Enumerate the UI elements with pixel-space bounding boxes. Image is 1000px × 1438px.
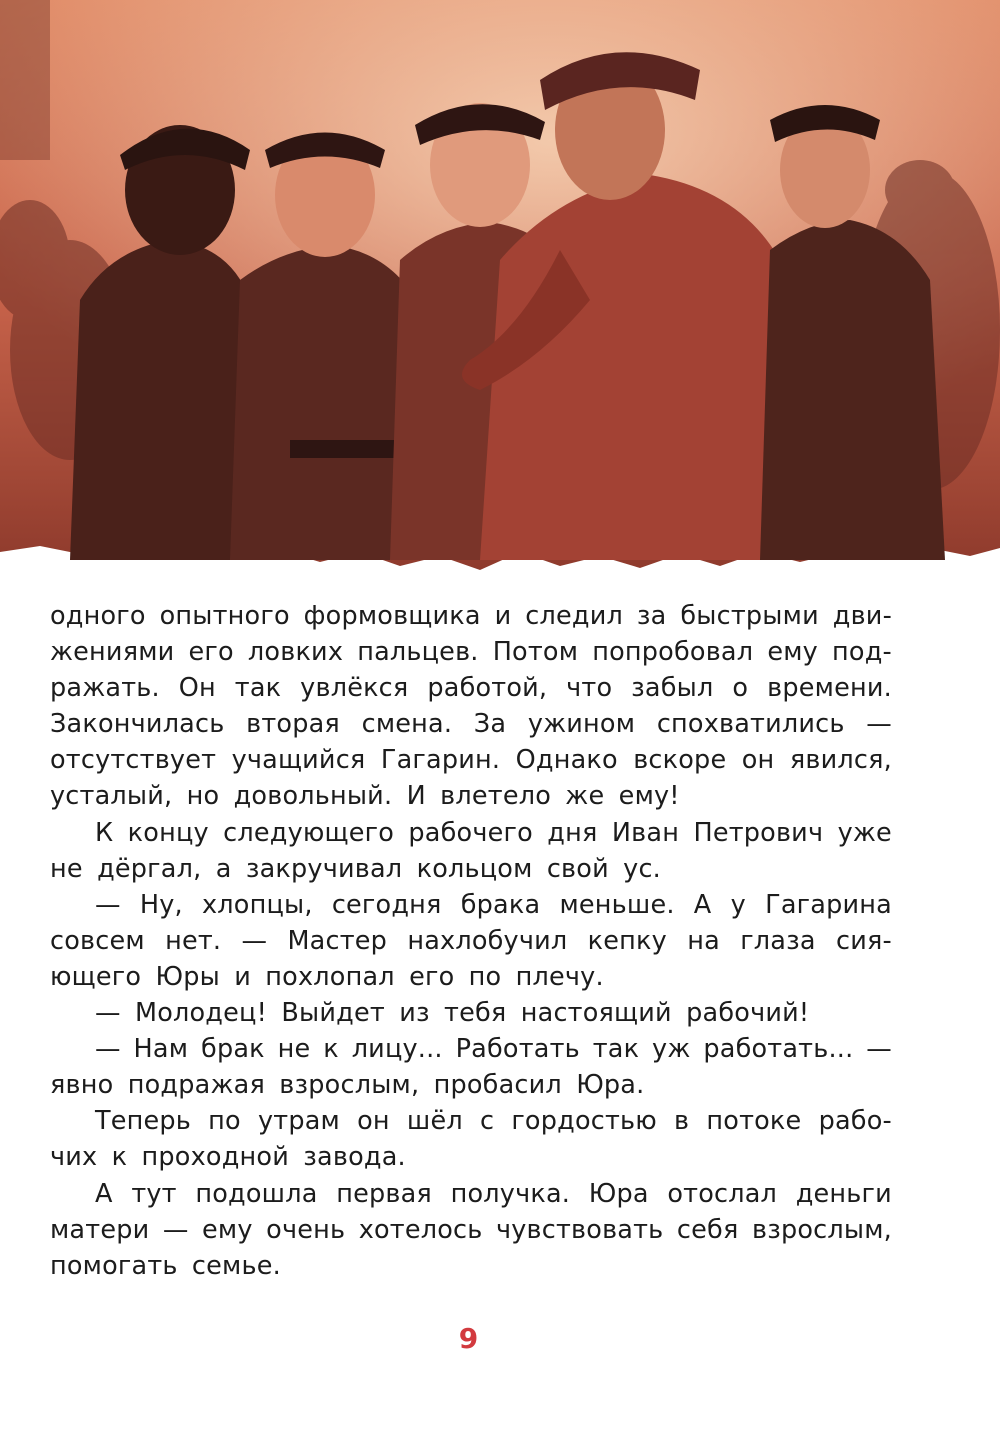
- word: Петрович: [693, 817, 824, 848]
- word: Мастер: [287, 925, 388, 956]
- word: смена.: [361, 709, 453, 740]
- word: попробовал: [592, 637, 754, 668]
- word: нахлобучил: [407, 925, 568, 956]
- word: его: [188, 637, 234, 668]
- word: За: [473, 709, 507, 740]
- word: уж: [652, 1034, 691, 1065]
- word: Теперь: [95, 1106, 192, 1137]
- word: ему: [767, 637, 818, 668]
- word: ему: [202, 1214, 253, 1245]
- word: А: [95, 1178, 113, 1209]
- word: тут: [131, 1178, 177, 1209]
- word: матери: [50, 1214, 150, 1245]
- word: Гагарин.: [380, 745, 501, 776]
- word: подошла: [195, 1178, 318, 1209]
- word: —: [866, 1034, 892, 1065]
- word: в: [674, 1106, 690, 1137]
- text-line: [50, 1176, 892, 1212]
- word: жениями: [50, 637, 175, 668]
- word: отсутствует: [50, 745, 217, 776]
- word: сия-: [835, 925, 892, 956]
- word: на: [687, 925, 720, 956]
- word: себя: [676, 1214, 739, 1245]
- word: так: [592, 1034, 640, 1065]
- word: взрослым,: [751, 1214, 892, 1245]
- word: очень: [266, 1214, 346, 1245]
- word: забыл: [631, 673, 714, 704]
- word: шёл: [406, 1106, 463, 1137]
- word: брак: [201, 1034, 265, 1065]
- word: К: [95, 817, 114, 848]
- word: к: [323, 1034, 339, 1065]
- word: работать...: [703, 1034, 854, 1065]
- story-text: [50, 598, 892, 1284]
- word: следил: [525, 601, 623, 631]
- word: пальцев.: [357, 637, 479, 668]
- word: что: [566, 673, 613, 704]
- text-line: [50, 706, 892, 742]
- word: Потом: [492, 637, 579, 668]
- text-line: усталый, но довольный. И влетело же ему!: [50, 781, 680, 812]
- word: —: [95, 889, 121, 920]
- word: Гагарина: [765, 889, 892, 920]
- text-line: [50, 634, 892, 670]
- word: получка.: [450, 1178, 571, 1209]
- word: учащийся: [231, 745, 366, 776]
- word: глаза: [740, 925, 816, 956]
- word: лицу...: [351, 1034, 443, 1065]
- word: ужином: [527, 709, 636, 740]
- word: А: [693, 889, 712, 920]
- word: брака: [460, 889, 541, 920]
- word: —: [95, 1034, 121, 1065]
- text-line: [50, 887, 892, 923]
- word: рабочего: [408, 817, 533, 848]
- word: увлёкся: [300, 673, 409, 704]
- text-line: чих к проходной завода.: [50, 1142, 406, 1173]
- word: времени.: [767, 673, 892, 704]
- text-line: помогать семье.: [50, 1250, 281, 1281]
- text-line: — Молодец! Выйдет из тебя настоящий рабочий!: [95, 998, 810, 1029]
- text-line: [50, 1212, 892, 1248]
- word: под-: [832, 637, 892, 668]
- word: ражать.: [50, 673, 160, 704]
- word: хлопцы,: [202, 889, 313, 920]
- word: спохватились: [656, 709, 845, 740]
- word: одного: [50, 601, 146, 631]
- word: он: [741, 745, 775, 776]
- illustration: [0, 0, 1000, 590]
- word: потоке: [706, 1106, 802, 1137]
- word: и: [494, 601, 512, 631]
- word: концу: [127, 817, 209, 848]
- word: меньше.: [559, 889, 675, 920]
- word: работой,: [427, 673, 548, 704]
- word: хотелось: [358, 1214, 483, 1245]
- text-line: не дёргал, а закручивал кольцом свой ус.: [50, 853, 661, 884]
- word: следующего: [223, 817, 395, 848]
- word: не: [277, 1034, 311, 1065]
- word: Закончилась: [50, 709, 225, 740]
- word: деньги: [795, 1178, 892, 1209]
- word: отослал: [667, 1178, 778, 1209]
- text-line: [50, 670, 892, 706]
- word: сегодня: [331, 889, 442, 920]
- word: уже: [837, 817, 892, 848]
- page-number: 9: [458, 1322, 479, 1355]
- word: у: [730, 889, 746, 920]
- word: он: [357, 1106, 390, 1137]
- word: о: [732, 673, 749, 704]
- text-line: [50, 1103, 892, 1139]
- word: вскоре: [633, 745, 727, 776]
- text-line: [50, 1031, 892, 1067]
- text-line: [50, 742, 892, 778]
- word: Иван: [611, 817, 680, 848]
- word: явился,: [789, 745, 892, 776]
- word: формовщика: [303, 601, 481, 631]
- word: ловких: [247, 637, 344, 668]
- word: Ну,: [139, 889, 183, 920]
- word: быстрыми: [680, 601, 819, 631]
- word: Работать: [455, 1034, 580, 1065]
- word: —: [241, 925, 268, 956]
- word: вторая: [246, 709, 340, 740]
- text-line: [50, 598, 892, 634]
- text-line: ющего Юры и похлопал его по плечу.: [50, 961, 604, 992]
- word: по: [208, 1106, 241, 1137]
- word: опытного: [159, 601, 290, 631]
- word: —: [162, 1214, 189, 1245]
- text-line: [50, 923, 892, 959]
- word: с: [479, 1106, 495, 1137]
- word: дня: [547, 817, 598, 848]
- word: —: [866, 709, 892, 740]
- word: гордостью: [511, 1106, 657, 1137]
- word: первая: [336, 1178, 432, 1209]
- word: Нам: [133, 1034, 189, 1065]
- text-line: явно подражая взрослым, пробасил Юра.: [50, 1070, 645, 1101]
- word: кепку: [587, 925, 667, 956]
- word: так: [234, 673, 282, 704]
- text-line: [50, 815, 892, 851]
- word: чувствовать: [495, 1214, 664, 1245]
- word: утрам: [257, 1106, 340, 1137]
- word: рабо-: [818, 1106, 892, 1137]
- word: Однако: [515, 745, 618, 776]
- word: Юра: [588, 1178, 649, 1209]
- word: дви-: [832, 601, 892, 631]
- word: за: [636, 601, 667, 631]
- word: нет.: [165, 925, 222, 956]
- word: Он: [178, 673, 216, 704]
- word: совсем: [50, 925, 145, 956]
